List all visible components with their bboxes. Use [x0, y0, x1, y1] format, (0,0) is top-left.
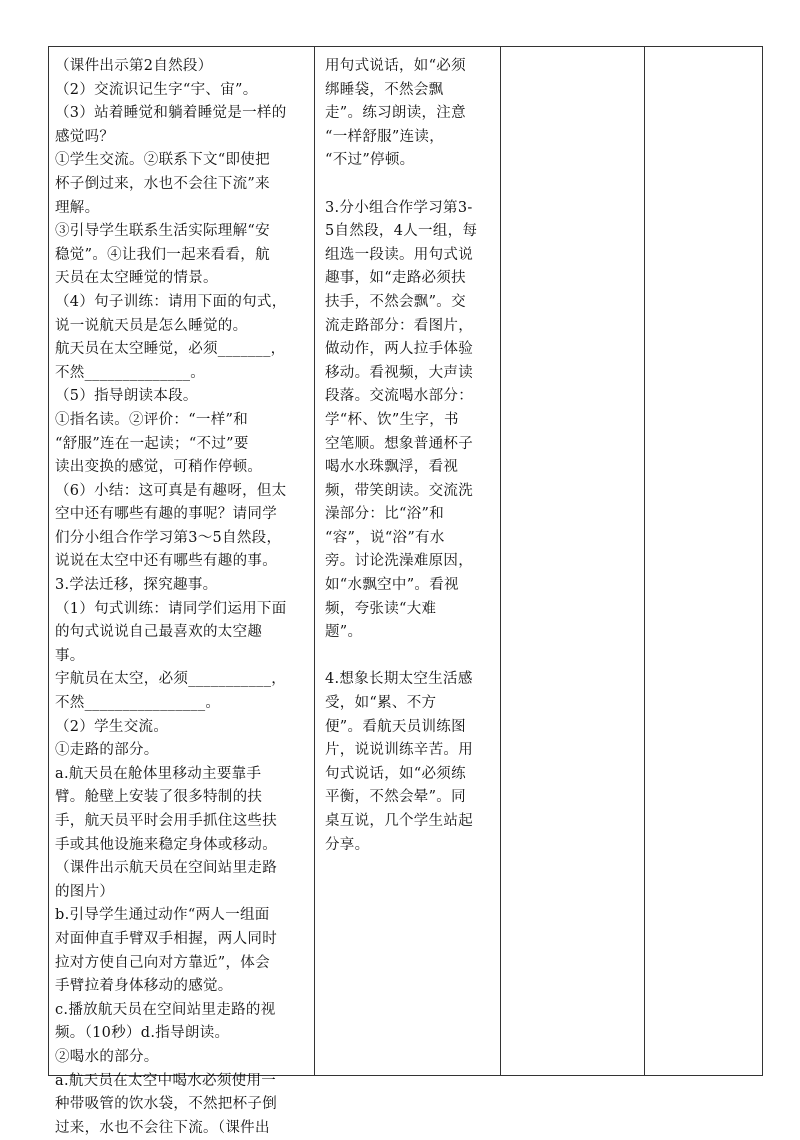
text-line: 的图片） — [55, 883, 115, 900]
text-line: 题”。 — [325, 624, 363, 641]
text-line: 读出变换的感觉，可稍作停顿。 — [55, 459, 263, 476]
text-line: 澡部分：比“浴”和 — [325, 506, 445, 523]
text-line: 3.分小组合作学习第3- — [325, 199, 473, 216]
text-line: 扶手，不然会飘”。交 — [325, 293, 466, 310]
text-line: 空中还有哪些有趣的事呢？请同学 — [55, 506, 277, 523]
text-line: 过来，水也不会往下流。（课件出 — [55, 1119, 270, 1136]
text-line: ①学生交流。②联系下文“即使把 — [55, 152, 270, 169]
text-line: “容”，说“浴”有水 — [325, 529, 445, 546]
teaching-process-column — [55, 55, 311, 1140]
activity-paragraph-1 — [325, 55, 511, 173]
text-line: 移动。看视频，大声读 — [325, 364, 473, 381]
text-line: 便”。看航天员训练图 — [325, 718, 466, 735]
text-line: 5自然段，4人一组，每 — [325, 223, 478, 240]
text-line: （2）交流识记生字“宇、宙”。 — [55, 81, 258, 98]
text-line: “一样舒服”连读， — [325, 128, 445, 145]
text-line: 片，说说训练辛苦。用 — [325, 742, 473, 759]
column-divider-3 — [644, 47, 645, 1075]
text-line: 趣事，如“走路必须扶 — [325, 270, 466, 287]
text-line: 频，带笑朗读。交流洗 — [325, 482, 473, 499]
column-divider-1 — [314, 47, 315, 1075]
activity-paragraph-3 — [325, 668, 511, 857]
text-line: 手臂拉着身体移动的感觉。 — [55, 978, 233, 995]
text-line: 杯子倒过来，水也不会往下流”来 — [55, 175, 270, 192]
text-line: 手或其他设施来稳定身体或移动。 — [55, 836, 277, 853]
text-line: 事。 — [55, 647, 85, 664]
text-line: 段落。交流喝水部分： — [325, 388, 473, 405]
text-line: 不然______________。 — [55, 364, 206, 381]
text-line: 臂。舱壁上安装了很多特制的扶 — [55, 789, 263, 806]
text-line: 组选一段读。用句式说 — [325, 246, 473, 263]
text-line: 的句式说说自己最喜欢的太空趣 — [55, 624, 263, 641]
text-line: 如“水飘空中”。看视 — [325, 577, 459, 594]
text-line: 不然________________。 — [55, 695, 221, 712]
text-line: 理解。 — [55, 199, 100, 216]
text-line: （5）指导朗读本段。 — [55, 388, 198, 405]
text-line: 旁。讨论洗澡难原因， — [325, 553, 473, 570]
text-line: 受，如“累、不方 — [325, 695, 437, 712]
text-line: ③引导学生联系生活实际理解“安 — [55, 223, 270, 240]
text-line: ①指名读。②评价：“一样”和 — [55, 411, 249, 428]
text-line: 走”。练习朗读，注意 — [325, 105, 466, 122]
text-line: 桌互说，几个学生站起 — [325, 813, 473, 829]
student-activity-column — [325, 55, 511, 857]
text-line: （1）句式训练：请同学们运用下面 — [55, 600, 287, 617]
text-line: 对面伸直手臂双手相握，两人同时 — [55, 930, 277, 947]
text-line: “不过”停顿。 — [325, 152, 415, 169]
text-line: 绑睡袋，不然会飘 — [325, 81, 444, 98]
text-line: “舒服”连在一起读；“不过”要 — [55, 435, 249, 452]
text-line: （4）句子训练：请用下面的句式， — [55, 293, 287, 310]
text-line: 宇航员在太空，必须___________， — [55, 671, 287, 688]
text-line: 分享。 — [325, 836, 370, 853]
text-line: 航天员在太空睡觉，必须_______， — [55, 341, 286, 358]
text-line: a.航天员在舱体里移动主要靠手 — [55, 765, 262, 782]
text-line: a.航天员在太空中喝水必须使用一 — [55, 1072, 277, 1089]
text-line: 稳觉”。④让我们一起来看看，航 — [55, 246, 270, 263]
activity-paragraph-2 — [325, 197, 511, 645]
text-line: 频。（10秒）d.指导朗读。 — [55, 1025, 230, 1042]
text-line: 空笔顺。想象普通杯子 — [325, 435, 473, 452]
text-line: b.引导学生通过动作“两人一组面 — [55, 907, 270, 924]
text-line: 拉对方使自己向对方靠近”，体会 — [55, 954, 270, 971]
text-line: （2）学生交流。 — [55, 718, 169, 735]
text-line: 平衡，不然会晕”。同 — [325, 789, 466, 806]
text-line: 流走路部分：看图片， — [325, 317, 473, 334]
text-line: 喝水水珠飘浮，看视 — [325, 459, 459, 476]
text-line: 们分小组合作学习第3～5自然段， — [55, 529, 282, 546]
text-line: （3）站着睡觉和躺着睡觉是一样的 — [55, 105, 287, 122]
text-line: 句式说话，如“必须练 — [325, 765, 466, 782]
text-line: 手，航天员平时会用手抓住这些扶 — [55, 813, 277, 829]
text-line: 做动作，两人拉手体验 — [325, 341, 473, 358]
text-line: 种带吸管的饮水袋，不然把杯子倒 — [55, 1096, 277, 1113]
text-line: （课件出示航天员在空间站里走路 — [55, 860, 277, 877]
text-line: 说一说航天员是怎么睡觉的。 — [55, 317, 248, 334]
text-line: ②喝水的部分。 — [55, 1048, 159, 1065]
text-line: 用句式说话，如“必须 — [325, 58, 466, 74]
text-line: 学“杯、饮”生字，书 — [325, 411, 459, 428]
text-line: （6）小结：这可真是有趣呀，但太 — [55, 482, 287, 499]
text-line: 感觉吗？ — [55, 128, 115, 145]
text-line: 天员在太空睡觉的情景。 — [55, 270, 218, 287]
text-line: 3.学法迁移，探究趣事。 — [55, 577, 218, 594]
text-line: 频，夸张读“大难 — [325, 600, 437, 617]
text-line: c.播放航天员在空间站里走路的视 — [55, 1001, 276, 1018]
text-line: 4.想象长期太空生活感 — [325, 671, 473, 688]
text-line: ①走路的部分。 — [55, 742, 159, 759]
text-line: 说说在太空中还有哪些有趣的事。 — [55, 553, 277, 570]
lesson-plan-table — [48, 46, 763, 1136]
text-line: （课件出示第2自然段） — [55, 58, 213, 74]
